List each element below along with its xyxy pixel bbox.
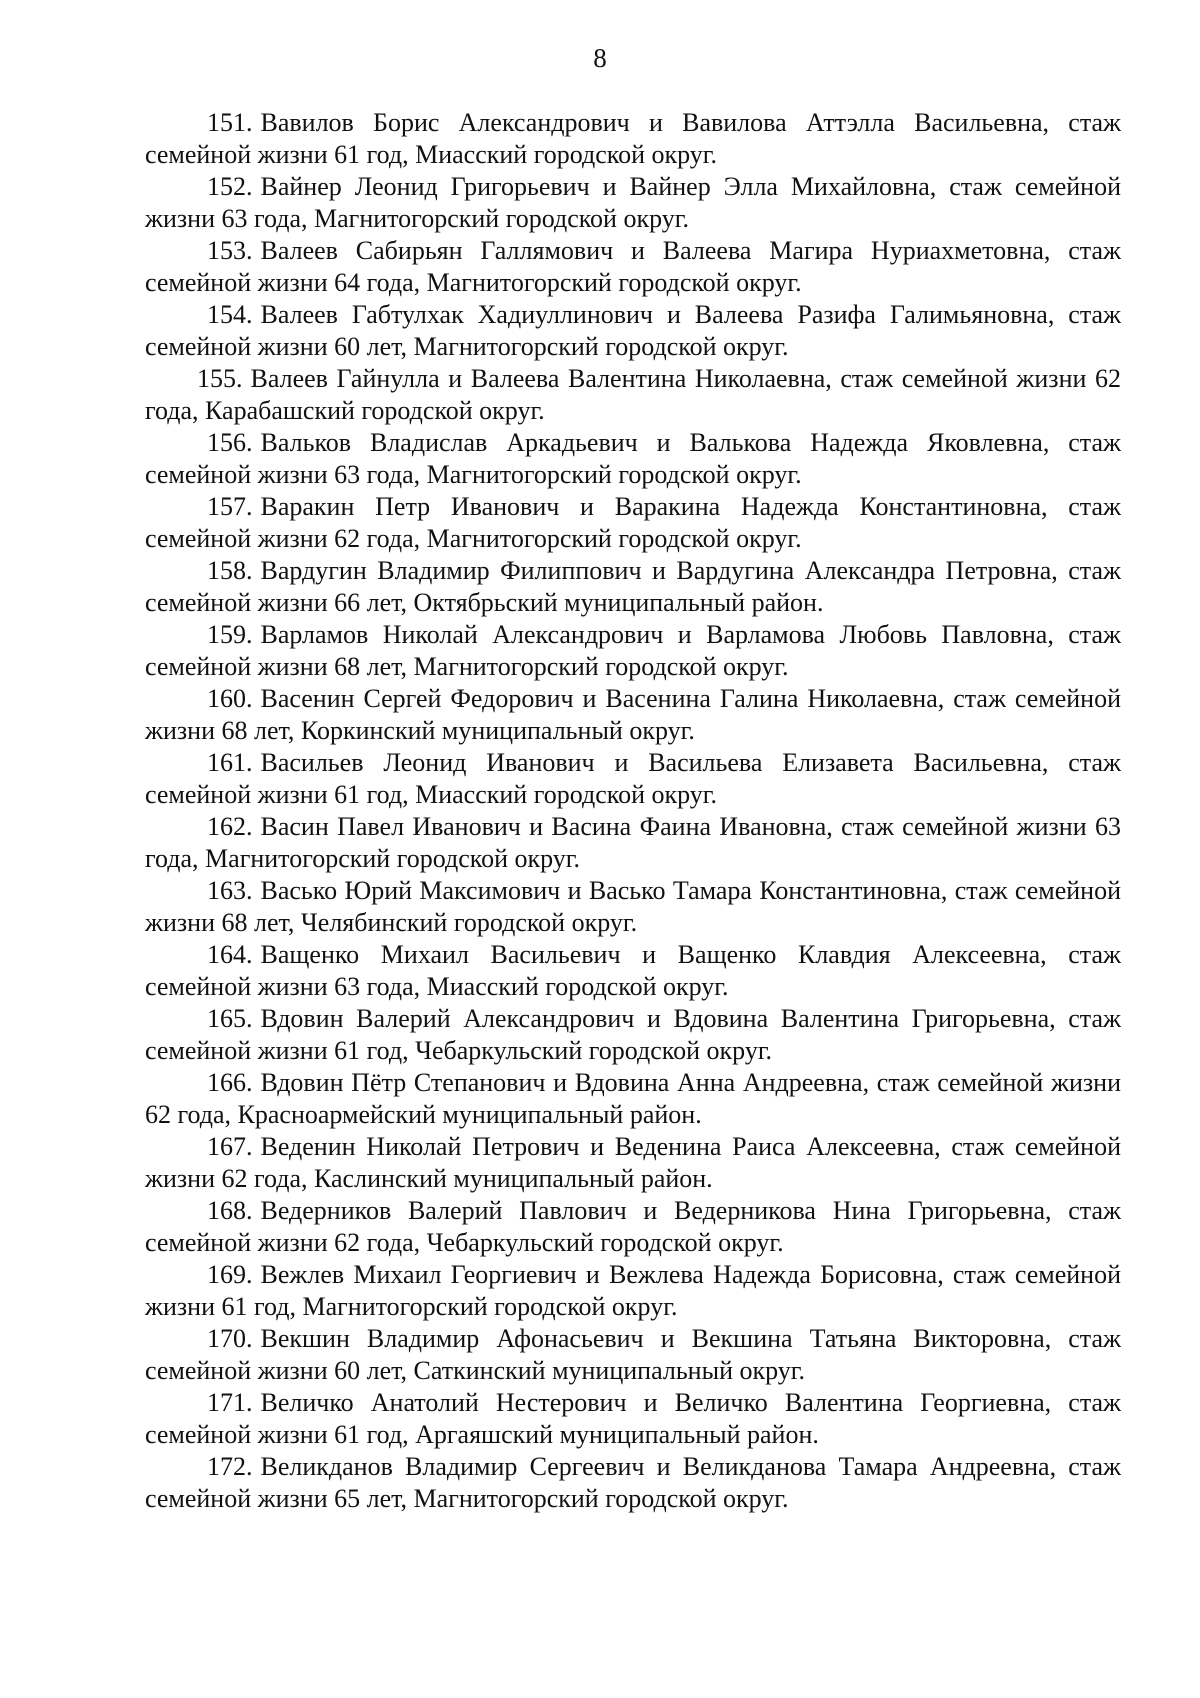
entry-number: 151.	[207, 108, 253, 137]
entry-text: Векшин Владимир Афонасьевич и Векшина Татьяна Викторовна, стаж семейной жизни 60 лет, Саткинский муниципальный округ.	[145, 1324, 1121, 1385]
list-item	[145, 875, 1121, 939]
entry-text: Ведерников Валерий Павлович и Ведерникова Нина Григорьевна, стаж семейной жизни 62 года, Чебаркульский городской округ.	[145, 1196, 1121, 1257]
list-item	[145, 107, 1121, 171]
entry-text: Васько Юрий Максимович и Васько Тамара Константиновна, стаж семейной жизни 68 лет, Челябинский городской округ.	[145, 876, 1121, 937]
entry-number: 165.	[207, 1004, 253, 1033]
list-item	[145, 555, 1121, 619]
list-item	[145, 939, 1121, 1003]
list-item	[145, 747, 1121, 811]
entry-number: 171.	[207, 1388, 253, 1417]
entry-text: Валеев Гайнулла и Валеева Валентина Николаевна, стаж семейной жизни 62 года, Карабашский городской округ.	[145, 364, 1121, 425]
entry-number: 169.	[207, 1260, 253, 1289]
entry-number: 161.	[207, 748, 253, 777]
entry-text: Вдовин Пётр Степанович и Вдовина Анна Андреевна, стаж семейной жизни 62 года, Красноармейский муниципальный район.	[145, 1068, 1121, 1129]
entry-number: 155.	[197, 364, 243, 393]
list-item	[145, 1323, 1121, 1387]
entry-number: 158.	[207, 556, 253, 585]
list-item	[145, 1131, 1121, 1195]
entry-number: 154.	[207, 300, 253, 329]
entry-text: Веденин Николай Петрович и Веденина Раиса Алексеевна, стаж семейной жизни 62 года, Каслинский муниципальный район.	[145, 1132, 1121, 1193]
entry-number: 167.	[207, 1132, 253, 1161]
entry-number: 153.	[207, 236, 253, 265]
entry-number: 162.	[207, 812, 253, 841]
entry-text: Вальков Владислав Аркадьевич и Валькова Надежда Яковлевна, стаж семейной жизни 63 года, Магнитогорский городской округ.	[145, 428, 1121, 489]
entry-number: 170.	[207, 1324, 253, 1353]
entry-text: Вежлев Михаил Георгиевич и Вежлева Надежда Борисовна, стаж семейной жизни 61 год, Магнитогорский городской округ.	[145, 1260, 1121, 1321]
entry-list	[145, 107, 1121, 1515]
entry-number: 152.	[207, 172, 253, 201]
entry-text: Варламов Николай Александрович и Варламова Любовь Павловна, стаж семейной жизни 68 лет, Магнитогорский городской округ.	[145, 620, 1121, 681]
entry-number: 163.	[207, 876, 253, 905]
entry-number: 172.	[207, 1452, 253, 1481]
list-item	[145, 299, 1121, 363]
entry-text: Васенин Сергей Федорович и Васенина Галина Николаевна, стаж семейной жизни 68 лет, Коркинский муниципальный округ.	[145, 684, 1121, 745]
entry-text: Великданов Владимир Сергеевич и Великданова Тамара Андреевна, стаж семейной жизни 65 лет, Магнитогорский городской округ.	[145, 1452, 1121, 1513]
entry-text: Васин Павел Иванович и Васина Фаина Ивановна, стаж семейной жизни 63 года, Магнитогорский городской округ.	[145, 812, 1121, 873]
entry-number: 164.	[207, 940, 253, 969]
entry-number: 156.	[207, 428, 253, 457]
entry-number: 159.	[207, 620, 253, 649]
list-item	[145, 811, 1121, 875]
page-number: 8	[593, 43, 607, 73]
list-item	[145, 1451, 1121, 1515]
entry-text: Вайнер Леонид Григорьевич и Вайнер Элла Михайловна, стаж семейной жизни 63 года, Магнитогорский городской округ.	[145, 172, 1121, 233]
entry-text: Вардугин Владимир Филиппович и Вардугина Александра Петровна, стаж семейной жизни 66 лет, Октябрьский муниципальный район.	[145, 556, 1121, 617]
list-item	[145, 235, 1121, 299]
list-item	[145, 619, 1121, 683]
entry-text: Вдовин Валерий Александрович и Вдовина Валентина Григорьевна, стаж семейной жизни 61 год, Чебаркульский городской округ.	[145, 1004, 1121, 1065]
list-item	[145, 171, 1121, 235]
list-item	[145, 683, 1121, 747]
list-item	[145, 1195, 1121, 1259]
entry-text: Величко Анатолий Нестерович и Величко Валентина Георгиевна, стаж семейной жизни 61 год, Аргаяшский муниципальный район.	[145, 1388, 1121, 1449]
list-item	[145, 1067, 1121, 1131]
entry-number: 168.	[207, 1196, 253, 1225]
entry-text: Ващенко Михаил Васильевич и Ващенко Клавдия Алексеевна, стаж семейной жизни 63 года, Миасский городской округ.	[145, 940, 1121, 1001]
entry-number: 160.	[207, 684, 253, 713]
entry-text: Вавилов Борис Александрович и Вавилова Аттэлла Васильевна, стаж семейной жизни 61 год, Миасский городской округ.	[145, 108, 1121, 169]
entry-number: 157.	[207, 492, 253, 521]
entry-text: Валеев Габтулхак Хадиуллинович и Валеева Разифа Галимьяновна, стаж семейной жизни 60 лет, Магнитогорский городской округ.	[145, 300, 1121, 361]
entry-text: Васильев Леонид Иванович и Васильева Елизавета Васильевна, стаж семейной жизни 61 год, Миасский городской округ.	[145, 748, 1121, 809]
entry-text: Варакин Петр Иванович и Варакина Надежда Константиновна, стаж семейной жизни 62 года, Магнитогорский городской округ.	[145, 492, 1121, 553]
list-item	[145, 491, 1121, 555]
list-item	[145, 427, 1121, 491]
list-item	[145, 1387, 1121, 1451]
list-item	[145, 1003, 1121, 1067]
list-item	[145, 363, 1121, 427]
list-item	[145, 1259, 1121, 1323]
entry-number: 166.	[207, 1068, 253, 1097]
entry-text: Валеев Сабирьян Галлямович и Валеева Магира Нуриахметовна, стаж семейной жизни 64 года, Магнитогорский городской округ.	[145, 236, 1121, 297]
